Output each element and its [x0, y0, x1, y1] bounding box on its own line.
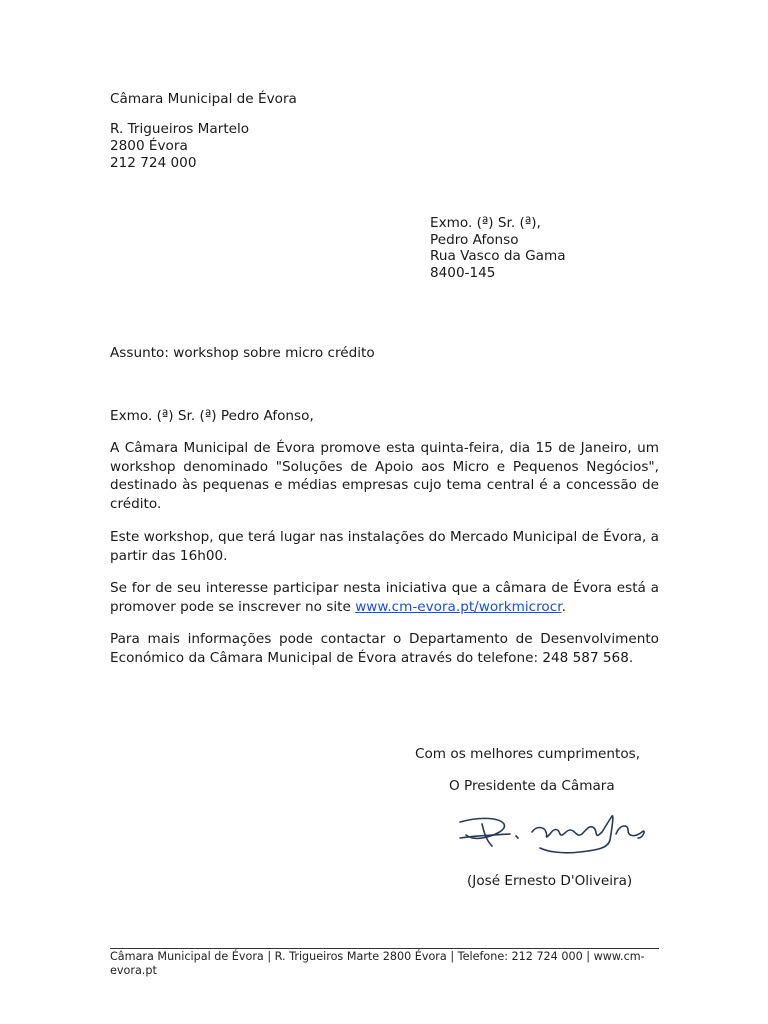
closing-regards: Com os melhores cumprimentos, — [415, 746, 641, 762]
subject-line: Assunto: workshop sobre micro crédito — [110, 345, 375, 361]
signature-image — [452, 808, 657, 860]
recipient-salutation: Exmo. (ª) Sr. (ª), — [430, 215, 541, 231]
body-paragraph-3 — [110, 579, 659, 616]
footer-divider — [110, 948, 659, 949]
recipient-street: Rua Vasco da Gama — [430, 248, 566, 264]
closing-title: O Presidente da Câmara — [449, 778, 615, 794]
body-paragraph-2: Este workshop, que terá lugar nas instalações do Mercado Municipal de Évora, a partir das 16h00. — [110, 529, 659, 564]
greeting: Exmo. (ª) Sr. (ª) Pedro Afonso, — [110, 408, 314, 424]
recipient-name: Pedro Afonso — [430, 232, 519, 248]
body-paragraph-3-end: . — [561, 598, 566, 615]
sender-street: R. Trigueiros Martelo — [110, 121, 250, 137]
sender-phone: 212 724 000 — [110, 155, 197, 171]
sender-name: Câmara Municipal de Évora — [110, 91, 297, 107]
website-link[interactable]: www.cm-evora.pt/workmicrocr — [355, 598, 562, 615]
recipient-postal: 8400-145 — [430, 265, 496, 281]
body-paragraph-3-text: Se for de seu interesse participar nesta iniciativa que a câmara de Évora está a promover pode se inscrever no site — [110, 580, 659, 615]
body-paragraph-4: Para mais informações pode contactar o Departamento de Desenvolvimento Económico da Câmara Municipal de Évora através do telefone: 248 587 568. — [110, 631, 659, 666]
body-paragraph-1: A Câmara Municipal de Évora promove esta quinta-feira, dia 15 de Janeiro, um workshop denominado "Soluções de Apoio aos Micro e Pequenos Negócios", destinado às pequenas e médias empresas cujo tema central é a concessão de crédito. — [110, 440, 659, 512]
sender-city: 2800 Évora — [110, 138, 188, 154]
signatory-name: (José Ernesto D'Oliveira) — [467, 873, 633, 889]
footer-text: Câmara Municipal de Évora | R. Trigueiros Marte 2800 Évora | Telefone: 212 724 000 | www.cm-evora.pt — [110, 950, 645, 977]
